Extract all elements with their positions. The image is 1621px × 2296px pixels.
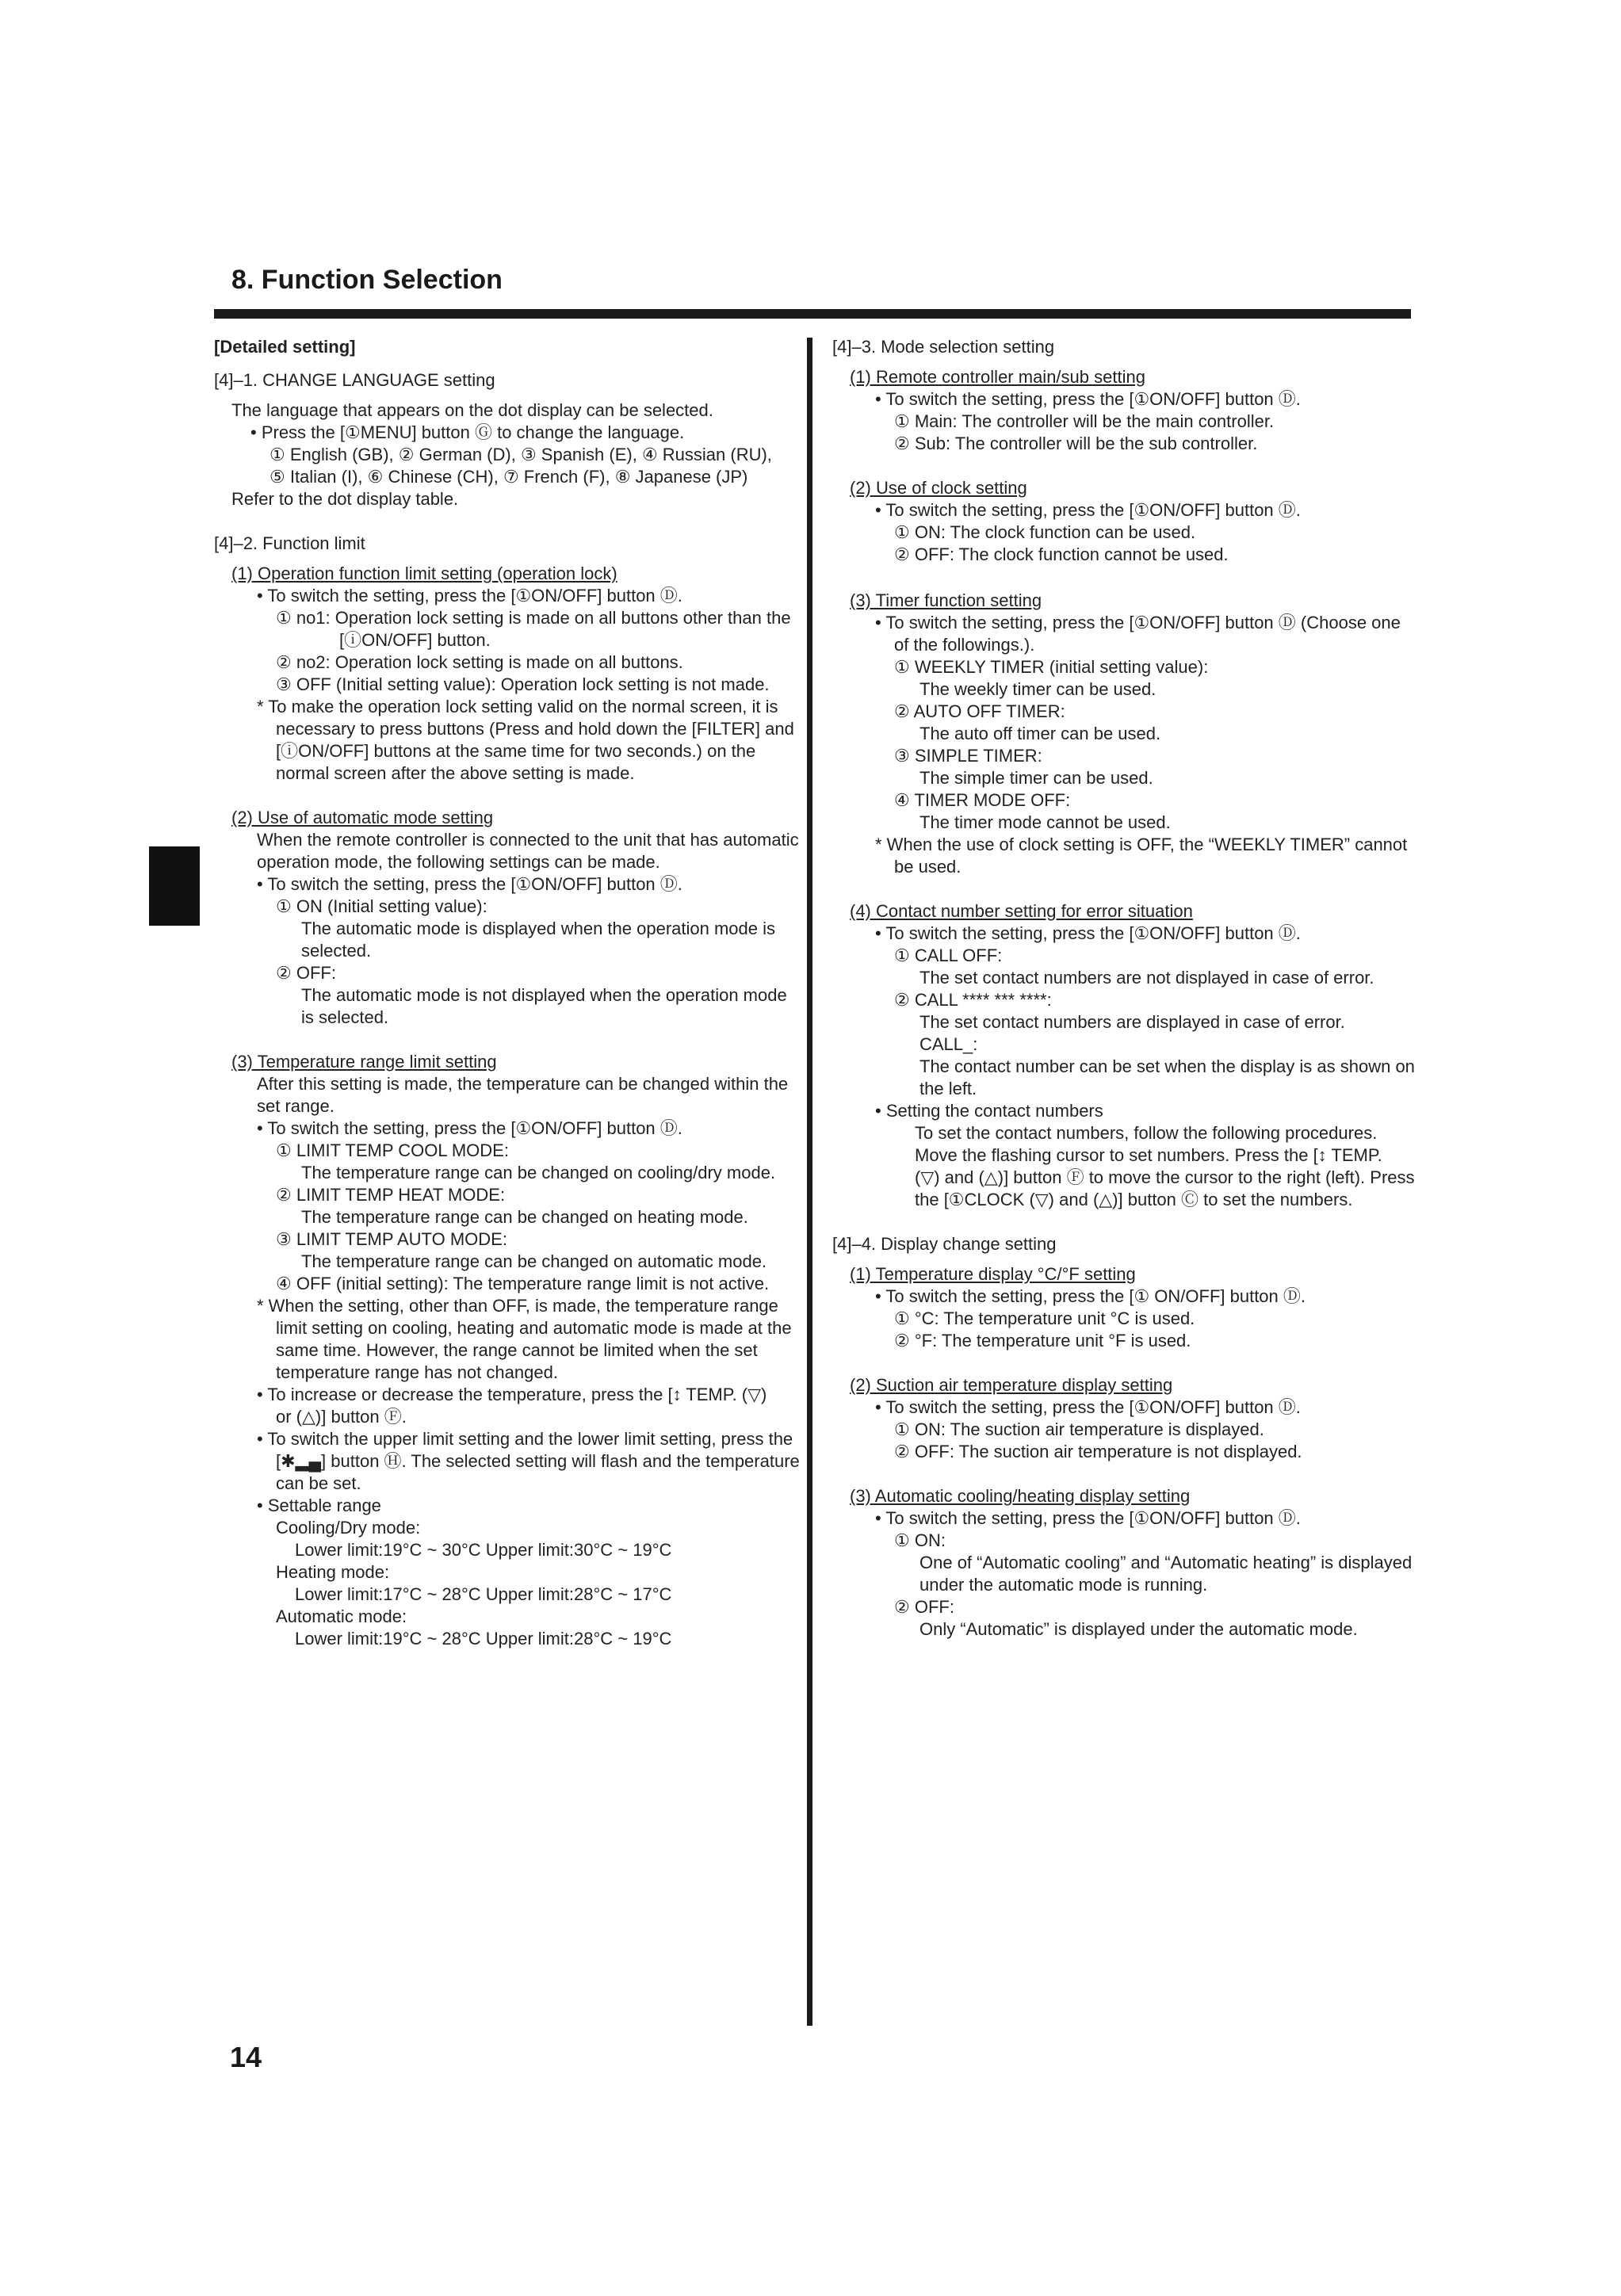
section-tab-marker [149,846,200,926]
text-line: ① °C: The temperature unit °C is used. [894,1308,1195,1328]
text-line: can be set. [276,1473,361,1493]
text-line: ① CALL OFF: [894,946,1003,965]
text-line: ① Main: The controller will be the main controller. [894,411,1275,431]
text-line: • To switch the setting, press the [①ON/OFF] button Ⓓ. [875,500,1301,520]
text-line: The temperature range can be changed on automatic mode. [301,1251,767,1271]
text-line: The simple timer can be used. [919,768,1153,788]
text-line: selected. [301,941,372,961]
text-line: Heating mode: [276,1562,390,1582]
text-line: * When the use of clock setting is OFF, the “WEEKLY TIMER” cannot [875,835,1408,854]
text-line: ③ SIMPLE TIMER: [894,746,1042,766]
text-line: ② Sub: The controller will be the sub controller. [894,434,1258,453]
text-line: Refer to the dot display table. [231,489,459,509]
text-line: ② OFF: The clock function cannot be used. [894,544,1229,564]
text-line: The automatic mode is not displayed when the operation mode [301,985,787,1005]
text-line: ② OFF: [894,1597,954,1617]
text-line: under the automatic mode is running. [919,1575,1208,1595]
text-line: necessary to press buttons (Press and hold down the [FILTER] and [276,719,794,739]
text-line: The automatic mode is displayed when the operation mode is [301,919,776,938]
text-line: • To switch the setting, press the [① ON/OFF] button Ⓓ. [875,1286,1306,1306]
text-line: The language that appears on the dot display can be selected. [231,400,713,420]
text-line: • To switch the setting, press the [①ON/OFF] button Ⓓ. [875,1508,1301,1528]
text-line: be used. [894,857,962,877]
text-line: limit setting on cooling, heating and automatic mode is made at the [276,1318,792,1338]
text-line: (2) Suction air temperature display setting [850,1375,1173,1395]
text-line: • To switch the setting, press the [①ON/OFF] button Ⓓ. [875,1397,1301,1417]
text-line: The contact number can be set when the display is as shown on [919,1056,1415,1076]
text-line: of the followings.). [894,635,1035,655]
text-line: ④ TIMER MODE OFF: [894,790,1071,810]
text-line: ② AUTO OFF TIMER: [894,701,1065,721]
text-line: [Detailed setting] [214,337,356,357]
text-line: Lower limit:19°C ~ 30°C Upper limit:30°C ~ 19°C [295,1540,672,1560]
text-line: [4]–1. CHANGE LANGUAGE setting [214,370,495,390]
text-line: ① no1: Operation lock setting is made on all buttons other than the [276,608,791,628]
column-divider [807,338,812,2026]
text-line: (2) Use of automatic mode setting [231,808,494,827]
text-line: [4]–4. Display change setting [832,1234,1057,1254]
text-line: • To increase or decrease the temperature, press the [↕ TEMP. (▽) [257,1385,767,1404]
text-line: The temperature range can be changed on heating mode. [301,1207,748,1227]
text-line: ② no2: Operation lock setting is made on all buttons. [276,652,683,672]
text-line: Cooling/Dry mode: [276,1518,421,1538]
text-line: Lower limit:17°C ~ 28°C Upper limit:28°C ~ 17°C [295,1584,672,1604]
text-line: ③ LIMIT TEMP AUTO MODE: [276,1229,507,1249]
text-line: (▽) and (△)] button Ⓕ to move the cursor to the right (left). Press [915,1167,1415,1187]
text-line: When the remote controller is connected to the unit that has automatic [257,830,799,850]
text-line: ② OFF: [276,963,336,983]
text-line: ② LIMIT TEMP HEAT MODE: [276,1185,506,1205]
text-line: (1) Temperature display °C/°F setting [850,1264,1136,1284]
text-line: The weekly timer can be used. [919,679,1156,699]
text-line: ① ON (Initial setting value): [276,896,487,916]
text-line: ② °F: The temperature unit °F is used. [894,1331,1191,1350]
text-line: (2) Use of clock setting [850,478,1027,498]
text-line: ① ON: [894,1530,946,1550]
text-line: ② OFF: The suction air temperature is not displayed. [894,1442,1302,1461]
text-line: ① LIMIT TEMP COOL MODE: [276,1140,509,1160]
text-line: • Settable range [257,1496,381,1515]
text-line: operation mode, the following settings can be made. [257,852,660,872]
text-line: * When the setting, other than OFF, is made, the temperature range [257,1296,778,1316]
text-line: the [①CLOCK (▽) and (△)] button Ⓒ to set the numbers. [915,1190,1353,1209]
text-line: [✱▂▄] button Ⓗ. The selected setting will flash and the temperature [276,1451,800,1471]
text-line: or (△)] button Ⓕ. [276,1407,407,1427]
text-line: To set the contact numbers, follow the following procedures. [915,1123,1378,1143]
text-line: Lower limit:19°C ~ 28°C Upper limit:28°C ~ 19°C [295,1629,672,1648]
text-line: The temperature range can be changed on cooling/dry mode. [301,1163,776,1182]
page-title: 8. Function Selection [231,265,503,295]
text-line: The set contact numbers are displayed in case of error. [919,1012,1345,1032]
title-rule [214,309,1411,319]
text-line: [4]–2. Function limit [214,533,365,553]
text-line: [ⓘON/OFF] buttons at the same time for two seconds.) on the [276,741,756,761]
text-line: (3) Timer function setting [850,590,1042,610]
text-line: • To switch the setting, press the [①ON/OFF] button Ⓓ. [257,586,682,606]
text-line: Only “Automatic” is displayed under the automatic mode. [919,1619,1358,1639]
text-line: (1) Remote controller main/sub setting [850,367,1145,387]
text-line: One of “Automatic cooling” and “Automatic heating” is displayed [919,1553,1413,1572]
text-line: • Press the [①MENU] button Ⓖ to change the language. [250,422,685,442]
text-line: (4) Contact number setting for error situation [850,901,1193,921]
text-line: • To switch the upper limit setting and the lower limit setting, press the [257,1429,793,1449]
text-line: • Setting the contact numbers [875,1101,1103,1121]
text-line: [ⓘON/OFF] button. [339,630,491,650]
text-line: • To switch the setting, press the [①ON/OFF] button Ⓓ. [257,1118,682,1138]
text-line: ③ OFF (Initial setting value): Operation lock setting is not made. [276,674,770,694]
text-line: (3) Temperature range limit setting [231,1052,497,1072]
text-line: • To switch the setting, press the [①ON/OFF] button Ⓓ. [257,874,682,894]
text-line: The set contact numbers are not displayed in case of error. [919,968,1374,988]
text-line: the left. [919,1079,977,1098]
text-line: The auto off timer can be used. [919,724,1161,743]
text-line: ① ON: The suction air temperature is displayed. [894,1419,1264,1439]
text-line: same time. However, the range cannot be limited when the set [276,1340,758,1360]
text-line: set range. [257,1096,335,1116]
page-number: 14 [230,2041,262,2073]
text-line: * To make the operation lock setting valid on the normal screen, it is [257,697,778,716]
text-line: ① English (GB), ② German (D), ③ Spanish (E), ④ Russian (RU), [270,445,772,464]
text-line: ⑤ Italian (I), ⑥ Chinese (CH), ⑦ French (F), ⑧ Japanese (JP) [270,467,748,487]
text-line: (3) Automatic cooling/heating display setting [850,1486,1191,1506]
text-line: • To switch the setting, press the [①ON/OFF] button Ⓓ (Choose one [875,613,1401,632]
text-line: ② CALL **** *** ****: [894,990,1052,1010]
text-line: Move the flashing cursor to set numbers. Press the [↕ TEMP. [915,1145,1382,1165]
text-line: (1) Operation function limit setting (operation lock) [231,563,617,583]
text-line: ① ON: The clock function can be used. [894,522,1196,542]
text-line: • To switch the setting, press the [①ON/OFF] button Ⓓ. [875,923,1301,943]
text-line: temperature range has not changed. [276,1362,558,1382]
text-line: Automatic mode: [276,1606,407,1626]
text-line: ① WEEKLY TIMER (initial setting value): [894,657,1209,677]
text-line: normal screen after the above setting is made. [276,763,635,783]
text-line: ④ OFF (initial setting): The temperature range limit is not active. [276,1274,770,1293]
text-line: [4]–3. Mode selection setting [832,337,1055,357]
text-line: CALL_: [919,1034,978,1054]
text-line: After this setting is made, the temperature can be changed within the [257,1074,789,1094]
text-line: The timer mode cannot be used. [919,812,1171,832]
text-line: • To switch the setting, press the [①ON/OFF] button Ⓓ. [875,389,1301,409]
text-line: is selected. [301,1007,389,1027]
